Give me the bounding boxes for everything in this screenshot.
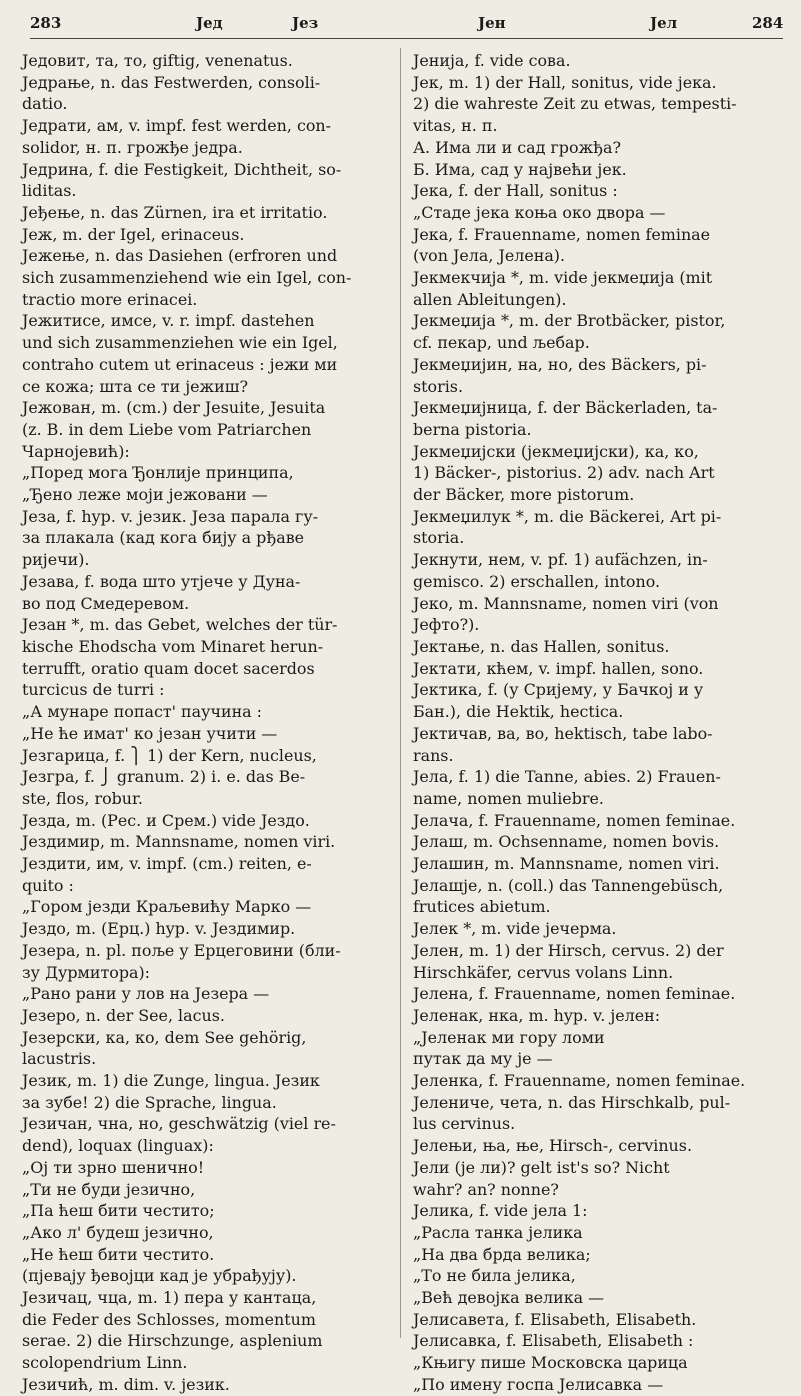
dictionary-line: „Ој ти зрно шенично! <box>22 1157 205 1177</box>
dictionary-line: Јеж, m. der Igel, erinaceus. <box>22 224 245 244</box>
dictionary-line: Језда, m. (Рес. и Срем.) vide Јездо. <box>22 810 310 830</box>
dictionary-line: „Ђено леже моји јежовани — <box>22 485 268 505</box>
dictionary-line: „То не била јелика, <box>413 1266 576 1286</box>
dictionary-line: 2) die wahreste Zeit zu etwas, tempesti- <box>413 94 737 114</box>
dictionary-line: Јелек *, m. vide јечерма. <box>413 919 617 939</box>
dictionary-line: Јелашје, n. (coll.) das Tannengebüsch, <box>413 875 724 895</box>
dictionary-line: die Feder des Schlosses, momentum <box>22 1309 316 1329</box>
dictionary-line: Језичан, чна, но, geschwätzig (viel re- <box>22 1114 336 1134</box>
dictionary-line: Језеро, n. der See, lacus. <box>22 1005 225 1025</box>
dictionary-line: Јекмеџилук *, m. die Bäckerei, Art pi- <box>413 506 722 526</box>
dictionary-line: Језичић, m. dim. v. језик. <box>22 1374 230 1394</box>
dictionary-line: Јелаш, m. Ochsenname, nomen bovis. <box>413 832 720 852</box>
dictionary-line: „Јеленак ми гору ломи <box>413 1027 605 1047</box>
dictionary-line: Језан *, m. das Gebet, welches der tür- <box>22 615 338 635</box>
dictionary-line: und sich zusammenziehen wie ein Igel, <box>22 333 338 353</box>
dictionary-line: Језгра, f. ⎭ granum. 2) i. e. das Be- <box>22 767 306 787</box>
dictionary-line: „Ти не буди језично, <box>22 1179 196 1199</box>
dictionary-line: Јелен, m. 1) der Hirsch, cervus. 2) der <box>413 940 724 960</box>
dictionary-line: „Не ће имат' ко језан учити — <box>22 723 278 743</box>
dictionary-line: Јекнути, нем, v. pf. 1) aufächzen, in- <box>413 550 708 570</box>
dictionary-line: Јели (је ли)? gelt ist's so? Nicht <box>413 1157 670 1177</box>
dictionary-line: quito : <box>22 875 74 895</box>
guide-word-right-last: Јел <box>650 14 678 32</box>
dictionary-line: storis. <box>413 376 463 396</box>
guide-word-right-first: Јен <box>478 14 506 32</box>
dictionary-line: Јездимир, m. Mannsname, nomen viri. <box>22 832 336 852</box>
dictionary-line: „Већ девојка велика — <box>413 1288 605 1308</box>
dictionary-line: solidor, н. п. грожђе једра. <box>22 137 243 157</box>
dictionary-line: Јефто?). <box>413 615 480 635</box>
dictionary-line: „По имену госпа Јелисавка — <box>413 1374 664 1394</box>
dictionary-line: ријечи). <box>22 550 90 570</box>
dictionary-line: Јеленак, нка, m. hyp. v. јелен: <box>413 1005 661 1025</box>
dictionary-line: Једрање, n. das Festwerden, consoli- <box>22 72 321 92</box>
dictionary-line: Јека, f. der Hall, sonitus : <box>413 181 618 201</box>
right-column <box>413 50 785 1394</box>
dictionary-line: „Гором језди Краљевићу Марко — <box>22 897 312 917</box>
dictionary-line: Јелача, f. Frauenname, nomen feminae. <box>413 810 736 830</box>
dictionary-line: Јеленка, f. Frauenname, nomen feminae. <box>413 1071 746 1091</box>
dictionary-line: Јездо, m. (Ерц.) hyp. v. Јездимир. <box>22 919 296 939</box>
column-divider <box>400 48 401 1338</box>
dictionary-line: allen Ableitungen). <box>413 289 567 309</box>
dictionary-line: „Па ћеш бити честито; <box>22 1201 215 1221</box>
dictionary-line: cf. пекар, und љебар. <box>413 333 590 353</box>
dictionary-line: datio. <box>22 94 68 114</box>
dictionary-line: „Књигу пише Московска царица <box>413 1353 688 1373</box>
left-column <box>22 50 394 1394</box>
dictionary-line: Језичац, чца, m. 1) пера у кантаца, <box>22 1288 317 1308</box>
dictionary-line: Јелена, f. Frauenname, nomen feminae. <box>413 984 736 1004</box>
dictionary-line: storia. <box>413 528 465 548</box>
page-number-left: 283 <box>30 14 62 32</box>
dictionary-line: Јелењи, ња, ње, Hirsch-, cervinus. <box>413 1136 692 1156</box>
dictionary-line: turcicus de turri : <box>22 680 165 700</box>
dictionary-line: serae. 2) die Hirschzunge, asplenium <box>22 1331 323 1351</box>
dictionary-line: Јектичав, ва, во, hektisch, tabe labo- <box>413 723 713 743</box>
dictionary-line: der Bäcker, more pistorum. <box>413 485 635 505</box>
dictionary-line: Јежење, n. das Dasiehen (erfroren und <box>22 246 338 266</box>
dictionary-line: scolopendrium Linn. <box>22 1353 188 1373</box>
dictionary-line: gemisco. 2) erschallen, intono. <box>413 571 661 591</box>
dictionary-line: Јекмекчија *, m. vide јекмеџија (mit <box>413 268 713 288</box>
dictionary-line: „Ако л' будеш језично, <box>22 1222 214 1242</box>
dictionary-line: Јежован, m. (cm.) der Jesuite, Jesuita <box>22 398 326 418</box>
dictionary-line: во под Смедеревом. <box>22 593 190 613</box>
dictionary-line: Језерски, ка, ко, dem See gehörig, <box>22 1027 307 1047</box>
dictionary-line: Јелашин, m. Mannsname, nomen viri. <box>413 854 720 874</box>
header-rule <box>30 38 783 39</box>
dictionary-line: „Рано рани у лов на Језера — <box>22 984 270 1004</box>
dictionary-line: Јенија, f. vide сова. <box>413 51 571 70</box>
dictionary-line: Једрати, ам, v. impf. fest werden, con- <box>22 116 332 136</box>
dictionary-line: frutices abietum. <box>413 897 551 917</box>
dictionary-line: dend), loquax (linguax): <box>22 1136 214 1156</box>
dictionary-line: „Не ћеш бити честито. <box>22 1244 215 1264</box>
dictionary-line: Језа, f. hyp. v. језик. Језа парала гу- <box>22 506 319 526</box>
dictionary-line: (von Јела, Јелена). <box>413 246 566 266</box>
dictionary-line: „Стаде јека коња око двора — <box>413 202 666 222</box>
dictionary-line: Јектика, f. (у Сријему, у Бачкој и у <box>413 680 704 700</box>
dictionary-line: wahr? an? nonne? <box>413 1179 559 1199</box>
dictionary-line: Бан.), die Hektik, hectica. <box>413 702 624 722</box>
dictionary-line: rans. <box>413 745 454 765</box>
dictionary-line: за зубе! 2) die Sprache, lingua. <box>22 1092 277 1112</box>
dictionary-line: name, nomen muliebre. <box>413 788 604 808</box>
dictionary-line: Јеко, m. Mannsname, nomen viri (von <box>413 593 719 613</box>
dictionary-line: Hirschkäfer, cervus volans Linn. <box>413 962 674 982</box>
dictionary-line: „Поред мога Ђонлије принципа, <box>22 463 294 483</box>
dictionary-line: (пјевају ђевојци кад је убрађују). <box>22 1266 297 1286</box>
dictionary-line: vitas, н. п. <box>413 116 498 136</box>
dictionary-line: „Расла танка јелика <box>413 1222 583 1242</box>
guide-word-left-first: Јед <box>196 14 223 32</box>
dictionary-line: Јелениче, чета, n. das Hirschkalb, pul- <box>413 1092 731 1112</box>
dictionary-line: Јелика, f. vide јела 1: <box>413 1201 588 1221</box>
dictionary-line: Јека, f. Frauenname, nomen feminae <box>413 224 711 244</box>
dictionary-line: „На два брда велика; <box>413 1244 591 1264</box>
dictionary-line: kische Ehodscha vom Minaret herun- <box>22 636 324 656</box>
dictionary-line: Једрина, f. die Festigkeit, Dichtheit, so- <box>22 159 342 179</box>
dictionary-line: Јекмеџијница, f. der Bäckerladen, ta- <box>413 398 718 418</box>
dictionary-line: lus cervinus. <box>413 1114 516 1134</box>
dictionary-line: berna pistoria. <box>413 419 532 439</box>
dictionary-line: Јездити, им, v. impf. (cm.) reiten, e- <box>22 854 312 874</box>
dictionary-line: ste, flos, robur. <box>22 788 143 808</box>
dictionary-line: Јеђење, n. das Zürnen, ira et irritatio. <box>22 202 328 222</box>
dictionary-line: Јелисавета, f. Elisabeth, Elisabeth. <box>413 1309 697 1329</box>
dictionary-line: liditas. <box>22 181 77 201</box>
dictionary-line: lacustris. <box>22 1049 97 1069</box>
dictionary-line: sich zusammenziehend wie ein Igel, con- <box>22 268 352 288</box>
page-number-right: 284 <box>752 14 784 32</box>
running-header <box>0 8 801 40</box>
dictionary-line: tractio more erinacei. <box>22 289 198 309</box>
dictionary-line: се кожа; шта се ти јежиш? <box>22 376 249 396</box>
dictionary-line: Јежитисе, имсе, v. r. impf. dastehen <box>22 311 315 331</box>
dictionary-line: Језава, f. вода што утјече у Дуна- <box>22 571 301 591</box>
dictionary-line: за плакала (кад кога бију а рђаве <box>22 528 305 548</box>
dictionary-line: 1) Bäcker-, pistorius. 2) adv. nach Art <box>413 463 715 483</box>
dictionary-line: „А мунаре попаст' паучина : <box>22 702 263 722</box>
dictionary-line: Језера, n. pl. поље у Ерцеговини (бли- <box>22 940 341 960</box>
dictionary-line: (z. B. in dem Liebe vom Patriarchen <box>22 419 312 439</box>
dictionary-line: путак да му је — <box>413 1049 553 1069</box>
dictionary-line: Језик, m. 1) die Zunge, lingua. Језик <box>22 1071 320 1091</box>
dictionary-line: Језгарица, f. ⎫ 1) der Kern, nucleus, <box>22 745 317 765</box>
dictionary-line: Јек, m. 1) der Hall, sonitus, vide јека. <box>413 72 717 92</box>
dictionary-line: terrufft, oratio quam docet sacerdos <box>22 658 315 678</box>
dictionary-line: contraho cutem ut erinaceus : јежи ми <box>22 354 338 374</box>
dictionary-line: Јектање, n. das Hallen, sonitus. <box>413 636 670 656</box>
dictionary-line: Б. Има, сад у највећи јек. <box>413 159 627 179</box>
dictionary-line: Једовит, та, то, giftig, venenatus. <box>22 51 293 70</box>
dictionary-line: Јектати, кћем, v. impf. hallen, sono. <box>413 658 704 678</box>
dictionary-line: Јелисавка, f. Elisabeth, Elisabeth : <box>413 1331 694 1351</box>
dictionary-line: А. Има ли и сад грожђа? <box>413 137 622 157</box>
dictionary-line: Јекмеџија *, m. der Brotbäcker, pistor, <box>413 311 726 331</box>
dictionary-line: Чарнојевић): <box>22 441 130 461</box>
dictionary-line: Јела, f. 1) die Tanne, abies. 2) Frauen- <box>413 767 721 787</box>
dictionary-line: Јекмеџијски (јекмеџијски), ка, ко, <box>413 441 699 461</box>
dictionary-line: зу Дурмитора): <box>22 962 151 982</box>
dictionary-line: Јекмеџијин, на, но, des Bäckers, pi- <box>413 354 707 374</box>
guide-word-left-last: Јез <box>292 14 319 32</box>
